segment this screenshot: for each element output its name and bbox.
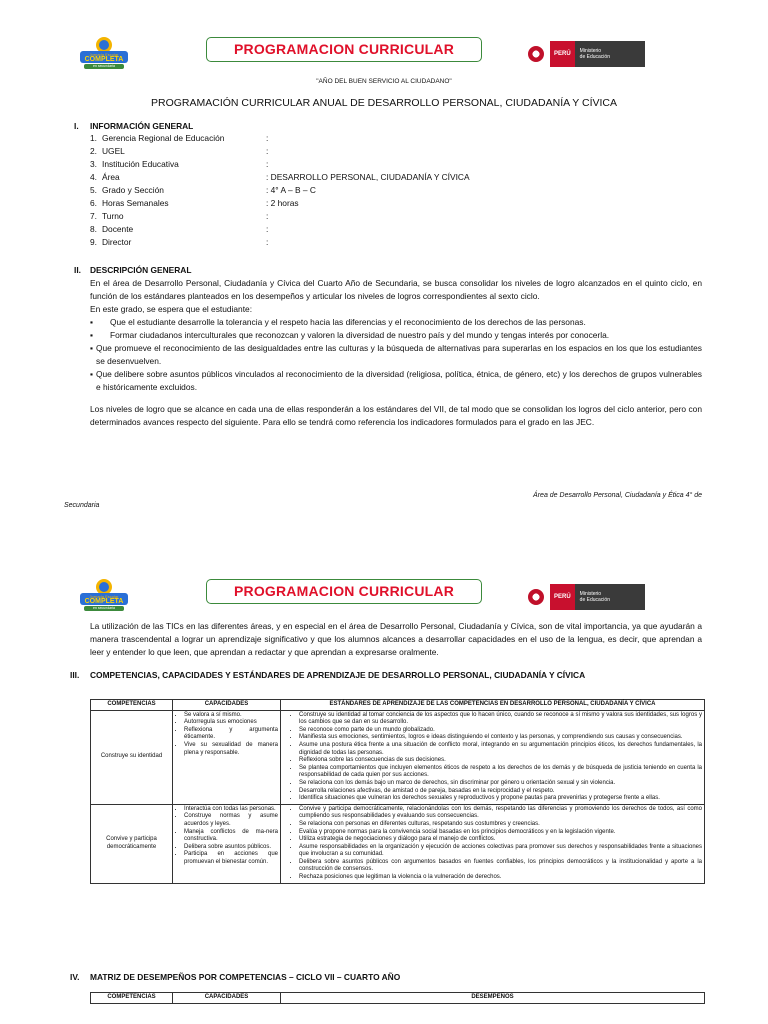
- peru-seal-icon: [528, 46, 544, 62]
- estandar-item: • Asume responsabilidades en la organización y ejecución de acciones colectivas para promover sus derechos y responsabilidades frente a situaciones que involucran a su comunidad.: [299, 844, 702, 859]
- minedu-peru-label: PERÚ: [550, 41, 575, 67]
- info-row: [90, 223, 510, 236]
- info-row: [90, 145, 510, 158]
- capacidad-item: • Participa en acciones que promuevan el bienestar común.: [184, 851, 278, 866]
- section4-title: MATRIZ DE DESEMPEÑOS POR COMPETENCIAS – CICLO VII – CUARTO AÑO: [90, 972, 401, 982]
- description-bullet: ▪ Que promueve el reconocimiento de las desigualdades entre las culturas y la búsqueda de alternativas para superarlas en los espacios en los que los estudiantes se desenvuelven.: [90, 343, 702, 366]
- info-number: 5.: [90, 185, 97, 195]
- capacidad-item: • Delibera sobre asuntos públicos.: [184, 844, 278, 852]
- info-number: 4.: [90, 172, 97, 182]
- description-bullet-text: Que delibere sobre asuntos públicos vinculados al reconocimiento de la diversidad (religiosa, política, étnica, de género, etc) y los derechos de grupos vulnerables e históricamente excluidos.: [96, 369, 702, 392]
- table-row: [91, 804, 705, 883]
- info-key: Turno: [102, 211, 124, 221]
- minedu-peru-label: PERÚ: [550, 584, 575, 610]
- section2-number: II.: [74, 265, 81, 275]
- info-row: [90, 158, 510, 171]
- minedu-line1: Ministerio: [579, 591, 602, 597]
- section3-number: III.: [70, 670, 80, 680]
- competencias-table: [90, 699, 705, 884]
- info-number: 2.: [90, 146, 97, 156]
- estandar-item: • Se plantea comportamientos que incluyen elementos éticos de respeto a los derechos de los demás y de búsqueda de justicia teniendo en cuenta la responsabilidad de cada quien por sus acciones.: [299, 765, 702, 780]
- table-header-row: [91, 993, 705, 1004]
- description-paragraph: En el área de Desarrollo Personal, Ciudadanía y Cívica del Cuarto Año de Secundaria, se busca consolidar los niveles de logro alcanzados en el quinto ciclo, en función de los estándares planteados en los desempeños y articular los niveles de logros correspondientes al sexto ciclo.: [90, 278, 702, 301]
- capacidad-item: • Interactúa con todas las personas.: [184, 806, 278, 814]
- description-bullet-text: Que el estudiante desarrolle la tolerancia y el respeto hacia las diferencias y el reconocimiento de los derechos de las personas.: [110, 317, 586, 327]
- section3-title: COMPETENCIAS, CAPACIDADES Y ESTÁNDARES DE APRENDIZAJE DE DESARROLLO PERSONAL, CIUDADANÍA Y CÍVICA: [90, 670, 586, 680]
- header-estandares: ESTÁNDARES DE APRENDIZAJE DE LAS COMPETENCIAS EN DESARROLLO PERSONAL, CIUDADANÍA Y CÍVICA: [281, 700, 705, 711]
- estandar-item: • Delibera sobre asuntos públicos con argumentos basados en fuentes confiables, los principios democráticos y la institucionalidad y aporte a la construcción de consensos.: [299, 859, 702, 874]
- info-key: Institución Educativa: [102, 159, 179, 169]
- info-value: : 4° A – B – C: [266, 185, 316, 195]
- estandar-item: • Manifiesta sus emociones, sentimientos, logros e ideas distinguiendo el contexto y las personas, y comprendiendo sus causas y consecuencias.: [299, 734, 702, 742]
- jec-logo-text: COMPLETA: [84, 56, 124, 63]
- info-value: : 2 horas: [266, 198, 299, 208]
- capacidad-item: • Vive su sexualidad de manera plena y responsable.: [184, 742, 278, 757]
- info-key: Docente: [102, 224, 134, 234]
- banner-programacion: PROGRAMACION CURRICULAR: [206, 579, 482, 604]
- header-competencias: COMPETENCIAS: [91, 700, 173, 711]
- description-closing: Los niveles de logro que se alcance en cada una de ellas responderán a los estándares del VII, de tal modo que se consolidan los logros del ciclo anterior, pero con determinados avances respecto del siguiente. Para ello se tendrá como referencia los indicadores formulados para el grado en las JEC.: [90, 404, 702, 427]
- description-bullet-text: Formar ciudadanos interculturales que reconozcan y valoren la diversidad de nuestro país y del mundo y tengas interés por conocerla.: [110, 330, 610, 340]
- desempenos-table: [90, 992, 705, 1004]
- capacidades-cell: [173, 804, 281, 883]
- minedu-name: [575, 41, 645, 67]
- banner-programacion: PROGRAMACION CURRICULAR: [206, 37, 482, 62]
- jec-logo-top-text: Jornada Escolar: [89, 594, 119, 599]
- minedu-line2: de Educación: [579, 54, 610, 60]
- estandar-item: • Asume una postura ética frente a una situación de conflicto moral, integrando en su argumentación principios éticos, los derechos fundamentales, la dignidad de todas las personas.: [299, 742, 702, 757]
- jec-logo: [74, 34, 134, 74]
- capacidades-cell: [173, 710, 281, 804]
- jec-logo: [74, 576, 134, 616]
- header-desempenos: DESEMPEÑOS: [281, 993, 705, 1004]
- section1-title: INFORMACIÓN GENERAL: [90, 121, 194, 131]
- info-list: [90, 132, 510, 249]
- jec-logo-bottom-text: en secundaria: [93, 64, 115, 68]
- info-row: [90, 236, 510, 249]
- competencia-cell: Convive y participa democráticamente: [91, 804, 173, 883]
- minedu-line1: Ministerio: [579, 48, 602, 54]
- description-bullet: ▪ Formar ciudadanos interculturales que reconozcan y valoren la diversidad de nuestro país y del mundo y tengas interés por conocerla.: [90, 329, 702, 342]
- estandar-item: • Construye su identidad al tomar conciencia de los aspectos que lo hacen único, cuando se reconoce a sí mismo y valora sus identidades, sus logros y los cambios que se dan en su desarrollo.: [299, 712, 702, 727]
- jec-logo-top-text: Jornada Escolar: [89, 52, 119, 57]
- info-row: [90, 184, 510, 197]
- year-motto: "AÑO DEL BUEN SERVICIO AL CIUDADANO": [316, 78, 452, 85]
- section1-number: I.: [74, 121, 79, 131]
- info-number: 9.: [90, 237, 97, 247]
- header-capacidades: CAPACIDADES: [173, 700, 281, 711]
- info-row: [90, 197, 510, 210]
- info-value: : DESARROLLO PERSONAL, CIUDADANÍA Y CÍVICA: [266, 172, 470, 182]
- info-value: :: [266, 211, 269, 221]
- table-header-row: [91, 700, 705, 711]
- table-row: [91, 710, 705, 804]
- info-key: Área: [102, 172, 120, 182]
- info-number: 7.: [90, 211, 97, 221]
- info-row: [90, 132, 510, 145]
- description-block: [90, 277, 702, 429]
- main-title: PROGRAMACIÓN CURRICULAR ANUAL DE DESARROLLO PERSONAL, CIUDADANÍA Y CÍVICA: [151, 97, 617, 109]
- info-number: 8.: [90, 224, 97, 234]
- info-row: [90, 210, 510, 223]
- estandar-item: • Utiliza estrategia de negociaciones y diálogo para el manejo de conflictos.: [299, 836, 702, 844]
- minedu-logo: [528, 584, 645, 610]
- competencia-cell: Construye su identidad: [91, 710, 173, 804]
- estandares-cell: [281, 804, 705, 883]
- estandar-item: • Rechaza posiciones que legitiman la violencia o la vulneración de derechos.: [299, 874, 702, 882]
- info-value: :: [266, 159, 269, 169]
- estandar-item: • Se relaciona con los demás bajo un marco de derechos, sin discriminar por género u orientación sexual y sin violencia.: [299, 780, 702, 788]
- jec-logo-bottom-text: en secundaria: [93, 606, 115, 610]
- estandares-cell: [281, 710, 705, 804]
- capacidad-item: • Reflexiona y argumenta éticamente.: [184, 727, 278, 742]
- footer-area-text: Área de Desarrollo Personal, Ciudadanía y Ética 4° de: [533, 492, 702, 499]
- info-key: Grado y Sección: [102, 185, 164, 195]
- peru-seal-icon: [528, 589, 544, 605]
- jec-logo-text: COMPLETA: [84, 598, 124, 605]
- description-bullet: ▪ Que el estudiante desarrolle la tolerancia y el respeto hacia las diferencias y el reconocimiento de los derechos de las personas.: [90, 316, 702, 329]
- estandar-item: • Reflexiona sobre las consecuencias de sus decisiones.: [299, 757, 702, 765]
- capacidad-item: • Se valora a sí mismo.: [184, 712, 278, 720]
- section4-number: IV.: [70, 972, 80, 982]
- capacidad-item: • Maneja conflictos de ma-nera constructiva.: [184, 829, 278, 844]
- estandar-item: • Desarrolla relaciones afectivas, de amistad o de pareja, basadas en la reciprocidad y el respeto.: [299, 788, 702, 796]
- info-key: Director: [102, 237, 132, 247]
- estandar-item: • Identifica situaciones que vulneran los derechos sexuales y reproductivos y propone pautas para prevenirlas y protegerse frente a ellas.: [299, 795, 702, 803]
- estandar-item: • Evalúa y propone normas para la convivencia social basadas en los principios democráticos y en la legislación vigente.: [299, 829, 702, 837]
- info-key: UGEL: [102, 146, 125, 156]
- info-key: Horas Semanales: [102, 198, 169, 208]
- estandar-item: • Se relaciona con personas en diferentes culturas, respetando sus costumbres y creencias.: [299, 821, 702, 829]
- tics-paragraph: La utilización de las TICs en las diferentes áreas, y en especial en el área de Desarrollo Personal, Ciudadanía y Cívica, son de vital importancia, ya que ayudarán a manera trascendental a lograr un aprendizaje significativo y que los alumnos alcances a desarrollar capacidades en el uso de la lengua, es decir, que aprendan a leer y entender lo que leen, que aprendan a redactar y que aprendan a expresarse oralmente.: [90, 621, 702, 657]
- minedu-logo: [528, 41, 645, 67]
- section2-title: DESCRIPCIÓN GENERAL: [90, 265, 192, 275]
- description-bullet: ▪ Que delibere sobre asuntos públicos vinculados al reconocimiento de la diversidad (religiosa, política, étnica, de género, etc) y los derechos de grupos vulnerables e históricamente excluidos.: [90, 369, 702, 392]
- info-number: 3.: [90, 159, 97, 169]
- info-number: 1.: [90, 133, 97, 143]
- footer-grade-text: Secundaria: [64, 502, 100, 509]
- description-bullet-text: Que promueve el reconocimiento de las desigualdades entre las culturas y la búsqueda de alternativas para superarlas en los espacios en los que los estudiantes se desenvuelven.: [96, 343, 702, 366]
- estandar-item: • Se reconoce como parte de un mundo globalizado.: [299, 727, 702, 735]
- info-number: 6.: [90, 198, 97, 208]
- info-value: :: [266, 133, 269, 143]
- info-row: [90, 171, 510, 184]
- info-value: :: [266, 224, 269, 234]
- minedu-name: [575, 584, 645, 610]
- info-key: Gerencia Regional de Educación: [102, 133, 225, 143]
- info-value: :: [266, 237, 269, 247]
- description-intro: En este grado, se espera que el estudiante:: [90, 304, 253, 314]
- capacidad-item: • Autorregula sus emociones: [184, 719, 278, 727]
- info-value: :: [266, 146, 269, 156]
- header-capacidades: CAPACIDADES: [173, 993, 281, 1004]
- minedu-line2: de Educación: [579, 597, 610, 603]
- capacidad-item: • Construye normas y asume acuerdos y leyes.: [184, 813, 278, 828]
- estandar-item: • Convive y participa democráticamente, relacionándolas con los demás, respetando las diferencias y promoviendo los derechos de todos, así como cumpliendo sus responsabilidades y evaluando sus consecuencias.: [299, 806, 702, 821]
- header-competencias: COMPETENCIAS: [91, 993, 173, 1004]
